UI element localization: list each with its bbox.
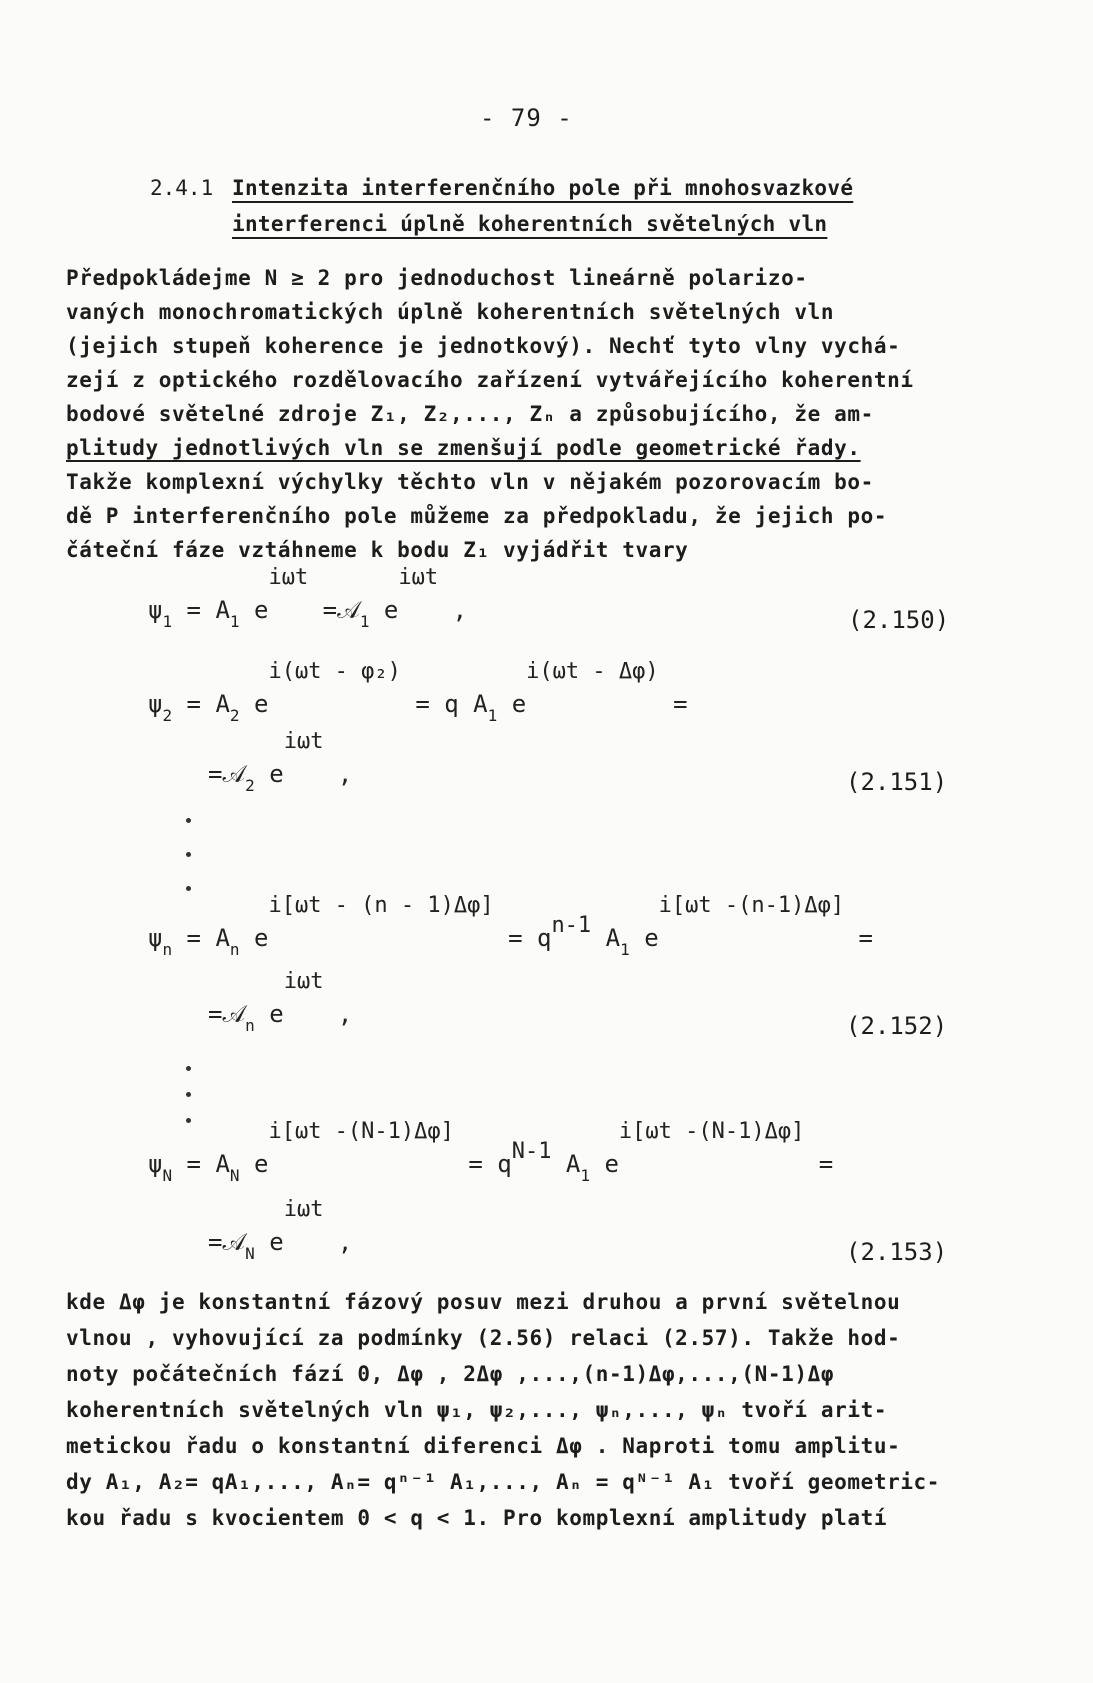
eq152-end2: ,: [337, 1000, 353, 1028]
equation-number-2-153: (2.153): [846, 1238, 948, 1266]
paragraph1-line-4: zejí z optického rozdělovacího zařízení vytvářejícího koherentní: [66, 368, 914, 392]
equation-2-151-line-2: [208, 729, 353, 795]
paragraph1-line-3: (jejich stupeň koherence je jednotkový). Nechť tyto vlny vychá-: [66, 334, 901, 358]
paragraph1-line-6: plitudy jednotlivých vln se zmenšují podle geometrické řady.: [66, 436, 861, 460]
eq153-mid: = q: [468, 1150, 512, 1178]
eq152-exp: i[ωt - (n - 1)Δφ]: [268, 893, 494, 918]
equation-2-153-line-2: [208, 1197, 353, 1263]
eq151-a: = A: [186, 690, 230, 718]
eq153-lhs-sub: N: [162, 1166, 173, 1185]
eq151-line2-sub: 2: [245, 776, 255, 795]
equation-number-2-152: (2.152): [846, 1012, 948, 1040]
eq151-exp: i(ωt - φ₂): [268, 659, 401, 684]
paragraph2-line-2: vlnou , vyhovující za podmínky (2.56) relaci (2.57). Takže hod-: [66, 1326, 901, 1350]
eq151-end: =: [673, 690, 688, 718]
eq153-a: = A: [186, 1150, 230, 1178]
eq153-line2-sub: N: [245, 1244, 255, 1263]
paragraph2-line-1: kde Δφ je konstantní fázový posuv mezi druhou a první světelnou: [66, 1290, 901, 1314]
eq151-a-sub: 2: [229, 706, 240, 725]
eq152-a-sub: n: [229, 940, 240, 959]
eq152-e2: e: [644, 924, 659, 952]
eq151-lhs-sub: 2: [162, 706, 173, 725]
eq151-exp2: i(ωt - Δφ): [526, 659, 659, 684]
eq153-lhs: ψ: [148, 1150, 163, 1178]
paragraph2-line-5: metickou řadu o konstantní diferenci Δφ . Naproti tomu amplitu-: [66, 1434, 901, 1458]
equation-number-2-150: (2.150): [848, 606, 950, 634]
eq151-e3: e: [269, 760, 284, 788]
equation-2-152: [148, 893, 873, 959]
section-title-line-1: Intenzita interferenčního pole při mnohosvazkové: [232, 176, 854, 200]
eq150-a: = A: [186, 596, 230, 624]
paragraph1-line-7: Takže komplexní výchylky těchto vln v nějakém pozorovacím bo-: [66, 470, 874, 494]
paragraph2-line-7: kou řadu s kvocientem 0 < q < 1. Pro komplexní amplitudy platí: [66, 1506, 888, 1530]
eq153-exp: i[ωt -(N-1)Δφ]: [268, 1119, 454, 1144]
eq151-e: e: [254, 690, 269, 718]
paragraph1-line-8: dě P interferenčního pole můžeme za předpokladu, že jejich po-: [66, 504, 888, 528]
eq153-a-sub: N: [229, 1166, 240, 1185]
eq153-e3: e: [269, 1228, 284, 1256]
section-title-line-2: interferenci úplně koherentních světelných vln: [232, 212, 828, 236]
paragraph2-line-4: koherentních světelných vln ψ₁, ψ₂,..., ψₙ,..., ψₙ tvoří arit-: [66, 1398, 888, 1422]
eq153-line2: =𝒜: [208, 1228, 246, 1256]
eq152-e: e: [254, 924, 269, 952]
paragraph2-line-3: noty počátečních fází 0, Δφ , 2Δφ ,...,(n-1)Δφ,...,(N-1)Δφ: [66, 1362, 835, 1386]
eq150-exp2: iωt: [398, 565, 439, 590]
ellipsis-dot: [186, 852, 191, 857]
eq152-line2-sub: n: [245, 1016, 255, 1035]
equation-2-152-line-2: [208, 969, 353, 1035]
eq151-mid: = q A: [415, 690, 488, 718]
page-number: - 79 -: [480, 104, 573, 132]
eq150-exp: iωt: [268, 565, 309, 590]
eq153-a1: A: [565, 1150, 581, 1178]
eq152-line2: =𝒜: [208, 1000, 246, 1028]
equation-2-151: [148, 659, 688, 725]
eq151-end2: ,: [337, 760, 353, 788]
eq152-exp3: iωt: [283, 969, 324, 994]
eq153-exp2: i[ωt -(N-1)Δφ]: [618, 1119, 805, 1144]
eq153-end2: ,: [337, 1228, 353, 1256]
eq151-line2: =𝒜: [208, 760, 246, 788]
eq153-a1-sub: 1: [580, 1166, 590, 1185]
eq150-lhs-sub: 1: [162, 612, 173, 631]
equation-2-153: [148, 1119, 834, 1185]
eq150-end: ,: [452, 596, 468, 624]
equation-number-2-151: (2.151): [846, 768, 948, 796]
eq152-e3: e: [269, 1000, 284, 1028]
section-number: 2.4.1: [150, 176, 214, 200]
paragraph2-line-6: dy A₁, A₂= qA₁,..., Aₙ= qⁿ⁻¹ A₁,..., Aₙ = qᴺ⁻¹ A₁ tvoří geometric-: [66, 1470, 941, 1494]
ellipsis-dot: [186, 1066, 191, 1071]
eq152-mid-sup: n-1: [551, 913, 592, 938]
eq153-exp3: iωt: [283, 1197, 324, 1222]
eq150-rhs-sub: 1: [359, 612, 370, 631]
eq150-rhs: =𝒜: [322, 596, 360, 624]
eq152-a1: A: [605, 924, 621, 952]
eq152-lhs-sub: n: [162, 940, 173, 959]
eq151-e2: e: [511, 690, 527, 718]
paragraph1-line-9: čáteční fáze vztáhneme k bodu Z₁ vyjádřit tvary: [66, 538, 689, 562]
eq150-a-sub: 1: [229, 612, 240, 631]
ellipsis-dot: [186, 1118, 191, 1123]
eq152-a: = A: [186, 924, 230, 952]
eq150-lhs: ψ: [148, 596, 163, 624]
paragraph1-line-1: Předpokládejme N ≥ 2 pro jednoduchost lineárně polarizo-: [66, 266, 808, 290]
ellipsis-dot: [186, 818, 191, 823]
eq153-mid-sup: N-1: [511, 1139, 552, 1164]
eq152-a1-sub: 1: [620, 940, 630, 959]
eq151-lhs: ψ: [148, 690, 163, 718]
eq152-mid: = q: [508, 924, 552, 952]
eq152-end: =: [858, 924, 873, 952]
eq153-end: =: [818, 1150, 834, 1178]
eq150-e: e: [254, 596, 269, 624]
equation-2-150: [148, 565, 468, 631]
eq153-e: e: [254, 1150, 269, 1178]
paragraph1-line-5: bodové světelné zdroje Z₁, Z₂,..., Zₙ a způsobujícího, že am-: [66, 402, 874, 426]
eq152-lhs: ψ: [148, 924, 163, 952]
ellipsis-dot: [186, 1092, 191, 1097]
paragraph1-line-2: vaných monochromatických úplně koherentních světelných vln: [66, 300, 835, 324]
eq152-exp2: i[ωt -(n-1)Δφ]: [658, 893, 845, 918]
eq151-exp3: iωt: [283, 729, 324, 754]
ellipsis-dot: [186, 886, 191, 891]
eq150-e2: e: [383, 596, 399, 624]
eq151-mid-sub: 1: [487, 706, 498, 725]
eq153-e2: e: [604, 1150, 619, 1178]
